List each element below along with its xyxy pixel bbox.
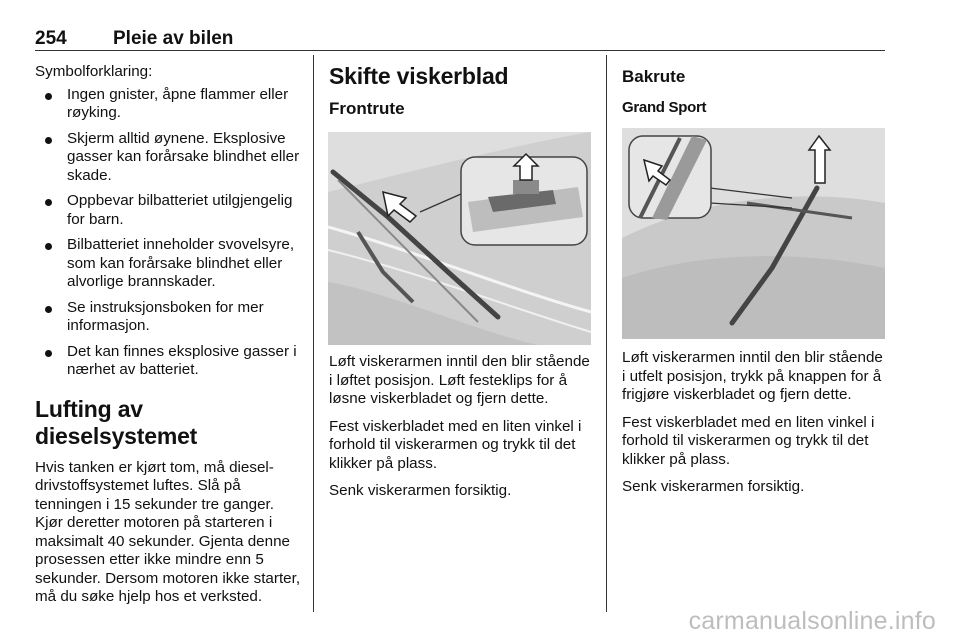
rear-wiper-illustration [622,128,885,339]
front-instructions [329,353,595,510]
rear-step-2: Fest viskerbladet med en liten vinkel i forhold til viskerarmen og trykk til det klikker på plass. [622,413,875,468]
front-step-2: Fest viskerbladet med en liten vinkel i forhold til viskerarmen og trykk til det klikker på plass. [329,417,582,472]
list-item: Se instruksjonsboken for mer informasjon. [35,299,301,336]
column-divider [606,55,607,612]
front-wiper-drawing [328,132,591,345]
rear-instructions [622,349,890,506]
column-left [35,63,301,616]
watermark: carmanualsonline.info [688,607,936,635]
column-divider [313,55,314,612]
subheading-bakrute: Bakrute [622,67,686,86]
section-heading-diesel: Lufting av dieselsystemet [35,395,198,449]
subheading-grand-sport: Grand Sport [622,99,707,116]
front-step-3: Senk viskerarmen forsiktig. [329,482,512,499]
list-item: Ingen gnister, åpne flammer eller røyking. [35,86,301,123]
list-item: Det kan finnes eksplosive gasser i nærhet av batteriet. [35,343,301,380]
page-header [35,14,885,51]
symbol-legend-list [35,86,301,380]
front-wiper-illustration [328,132,591,345]
bullet-icon [45,137,52,144]
bullet-icon [45,199,52,206]
rear-wiper-drawing [622,128,885,339]
subheading-frontrute: Frontrute [329,99,405,118]
page-title: Pleie av bilen [113,28,234,49]
list-item: Bilbatteriet inneholder svovelsyre, som kan forårsake blindhet eller alvorlige brannskader. [35,236,301,292]
bullet-icon [45,93,52,100]
rear-step-1: Løft viskerarmen inntil den blir stående i utfelt posisjon, trykk på knappen for å frigjøre viskerbladet og fjern dette. [622,349,883,403]
rear-step-3: Senk viskerarmen forsiktig. [622,478,805,495]
bullet-icon [45,350,52,357]
column-right [622,63,888,495]
list-item: Oppbevar bilbatteriet utilgjengelig for barn. [35,192,301,229]
diesel-bleeding-text: Hvis tanken er kjørt tom, må dieseldrivstoffsystemet luftes. Slå på tenningen i 15 sekunder tre ganger. Kjør deretter motoren på starteren i maksimalt 40 sekunder. Gjenta denne prosessen etter ikke mindre enn 5 sekunder. Dersom motoren ikke starter, må du søke hjelp hos et verksted. [35,458,301,605]
section-heading-wiper: Skifte viskerblad [329,63,509,89]
page-number: 254 [35,28,67,49]
list-item: Skjerm alltid øynene. Eksplosive gasser kan forårsake blindhet eller skade. [35,130,301,186]
column-middle [329,63,593,499]
bullet-icon [45,306,52,313]
bullet-icon [45,243,52,250]
symbol-legend-intro: Symbolforklaring: [35,63,153,80]
front-step-1: Løft viskerarmen inntil den blir stående i løftet posisjon. Løft festeklips for å løsne viskerbladet og fjern dette. [329,353,590,407]
